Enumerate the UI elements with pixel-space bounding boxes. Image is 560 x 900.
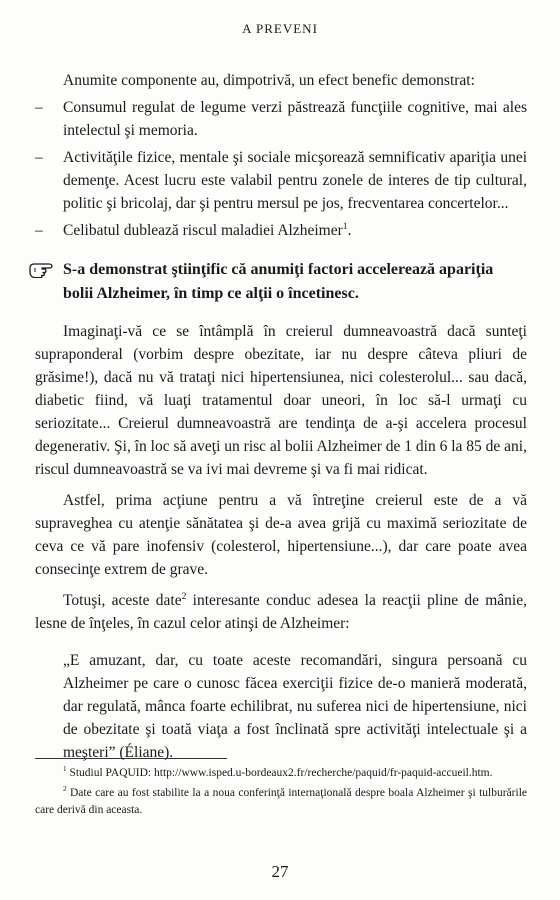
benefit-list: [35, 96, 527, 242]
paragraph-3-end: interesante conduc adesea la reacţii pline de mânie, lesne de înţeles, în cazul celor atinşi de Alzheimer:: [35, 592, 527, 632]
body-paragraph-2: Astfel, prima acţiune pentru a vă întreţine creierul este de a vă supraveghea cu atenţie sănătatea şi de-a avea grijă cu maximă seriozitate de ceva ce vă pare inofensiv (colesterol, hipertensiune...), dar care poate avea consecinţe extrem de grave.: [35, 492, 527, 578]
footnote-2: [35, 785, 527, 819]
pointing-hand-icon: [29, 260, 55, 278]
footnotes: [35, 765, 527, 822]
footnote-ref-2[interactable]: 2: [181, 590, 187, 602]
list-item: [35, 146, 527, 215]
body-paragraph-1: Imaginaţi-vă ce se întâmplă în creierul dumneavoastră dacă sunteţi supraponderal (vorbim despre obezitate, iar nu despre câteva pliuri de grăsime!), dacă nu vă trataţi nici hipertensiunea, nici colesterolul... sau dacă, diabetic fiind, vă luaţi tratamentul doar uneori, în loc să-l urmaţi cu seriozitate... Creierul dumneavoastră are tendinţa de a-şi accelera procesul degenerativ. Şi, în loc să aveţi un risc al bolii Alzheimer de 1 din 6 la 85 de ani, riscul dumneavoastră se va ivi mai devreme şi va fi mai ridicat.: [35, 323, 527, 478]
footnote-text[interactable]: Studiul PAQUID: http://www.isped.u-bordeaux2.fr/recherche/paquid/fr-paquid-accueil.htm.: [66, 767, 493, 779]
running-title: A PREVENI: [242, 21, 318, 36]
footnote-divider: [35, 758, 227, 759]
list-dash: –: [35, 99, 43, 116]
section-subheading: [35, 258, 527, 306]
list-item-tail: .: [347, 222, 352, 239]
footnote-text: Date care au fost stabilite la a noua conferinţă internaţională despre boala Alzheimer şi tulburările care derivă din aceasta.: [35, 787, 527, 816]
footnote-1: [35, 765, 527, 782]
footnote-mark: 2: [63, 785, 67, 794]
body-paragraph-3: [35, 589, 527, 635]
main-text: [35, 69, 527, 764]
footnote-ref-1[interactable]: 1: [342, 220, 348, 232]
footnote-mark: 1: [63, 765, 67, 774]
list-dash: –: [35, 149, 43, 166]
list-dash: –: [35, 222, 43, 239]
list-item-text: Consumul regulat de legume verzi păstrează funcţiile cognitive, mai ales intelectul şi memoria.: [63, 99, 527, 139]
intro-paragraph: Anumite componente au, dimpotrivă, un efect benefic demonstrat:: [63, 72, 475, 89]
page-number: 27: [271, 862, 289, 881]
list-item: [35, 96, 527, 142]
list-item: [35, 219, 527, 242]
paragraph-3-start: Totuşi, aceste date: [63, 592, 182, 609]
list-item-text: Activităţile fizice, mentale şi sociale micşorează semnificativ apariţia unei demenţe. Acest lucru este valabil pentru zonele de interes de tip cultural, politic şi bricolaj, dar şi pentru mersul pe jos, frecventarea concertelor...: [63, 149, 527, 212]
subheading-text: S-a demonstrat ştiinţific că anumiţi factori accelerează apariţia bolii Alzheimer, în timp ce alţii o încetinesc.: [63, 261, 494, 302]
testimony-quote: „E amuzant, dar, cu toate aceste recomandări, singura persoană cu Alzheimer pe care o cunosc făcea exerciţii fizice de-o manieră moderată, dar regulată, mânca foarte echilibrat, nu suferea nici de hipertensiune, nici de obezitate şi toată viaţa a fost înclinată spre activităţi intelectuale şi a meşteri” (Éliane).: [63, 652, 527, 761]
list-item-text: Celibatul dublează riscul maladiei Alzheimer: [63, 222, 343, 239]
